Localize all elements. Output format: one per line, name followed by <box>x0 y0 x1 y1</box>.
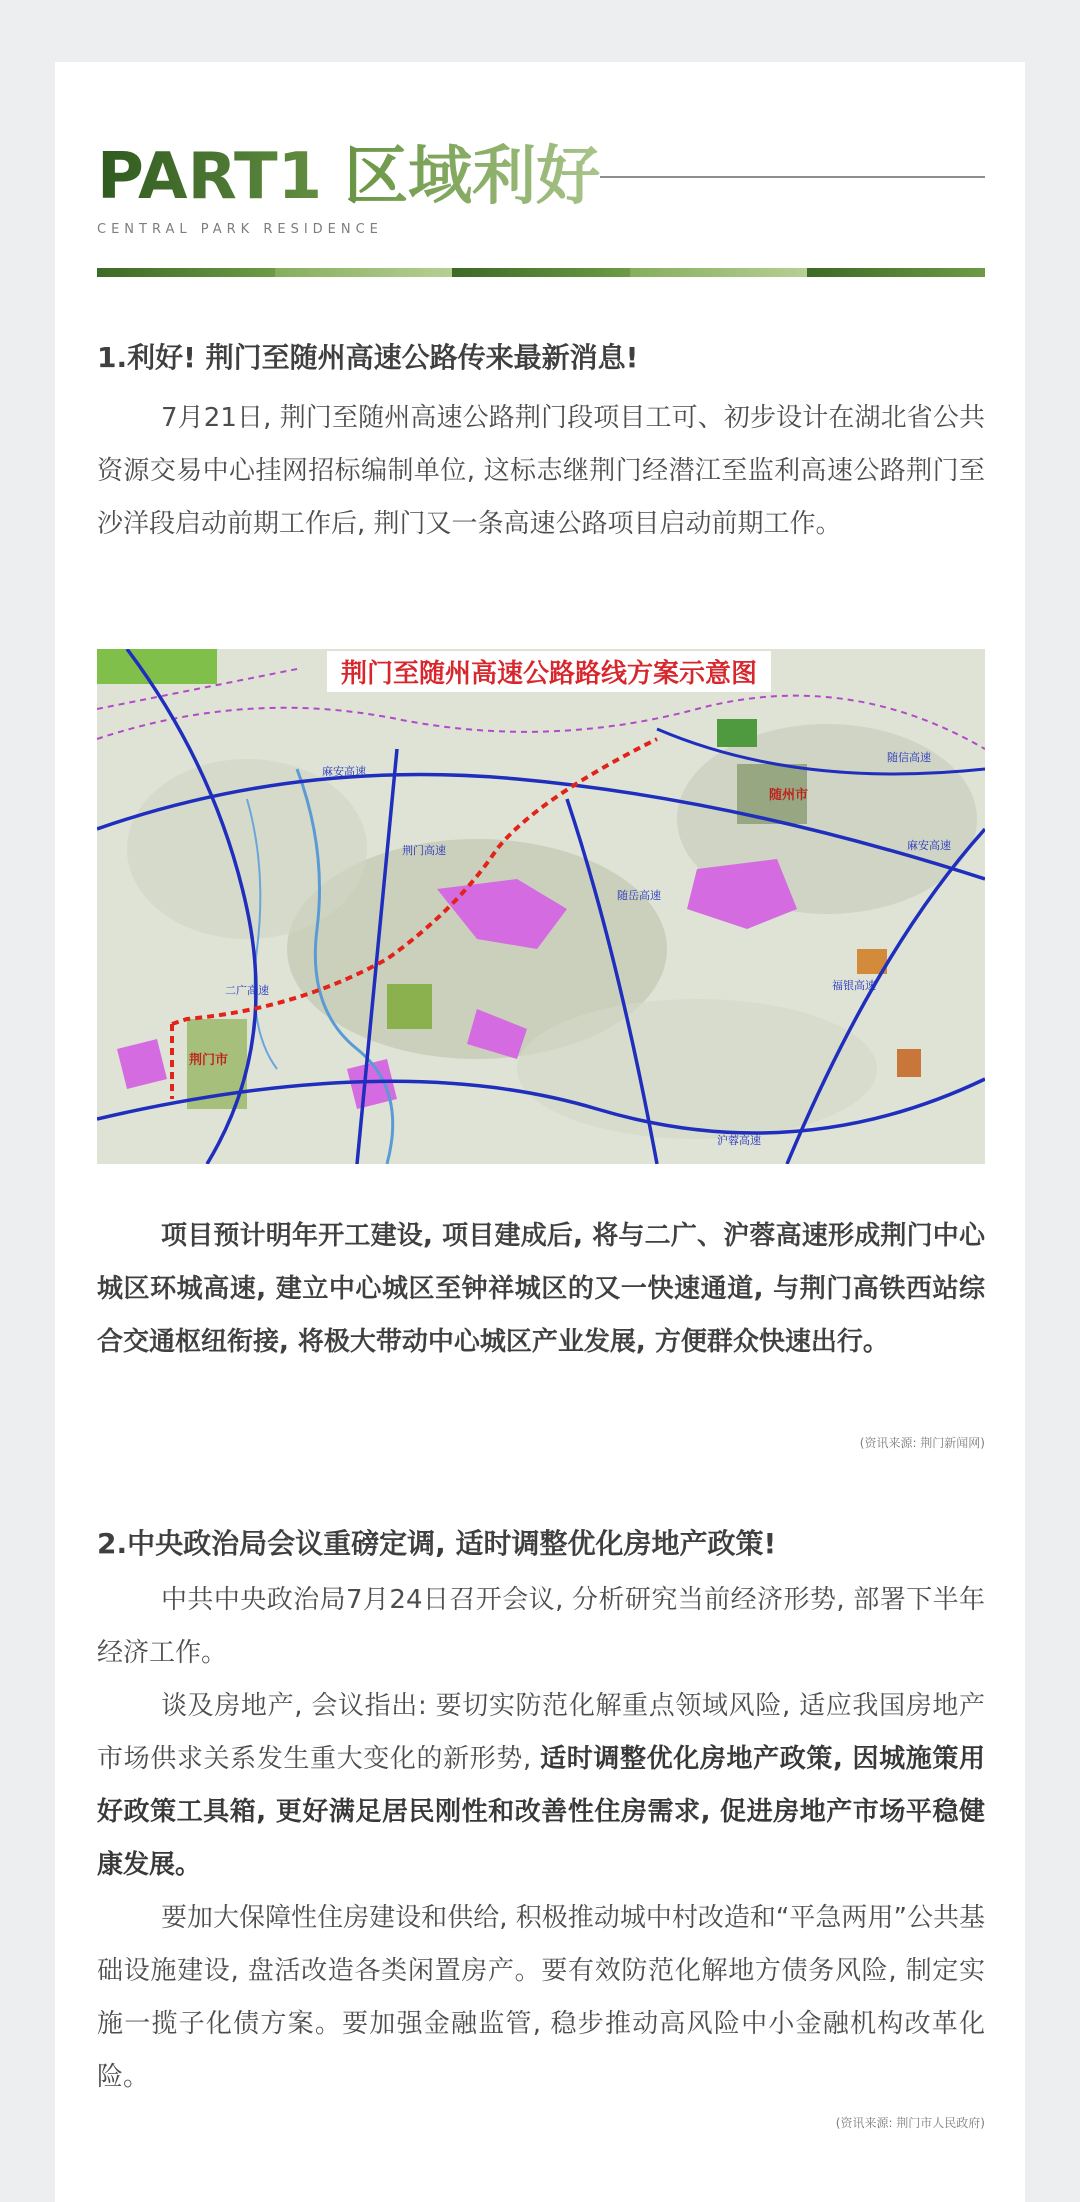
section2-source: (资讯来源: 荆门市人民政府) <box>835 2116 985 2130</box>
route-map-graphic <box>97 649 985 1164</box>
part-heading: 区域利好 <box>344 140 601 214</box>
map-label-erguang: 二广高速 <box>225 984 269 997</box>
part-subtitle: CENTRAL PARK RESIDENCE <box>97 222 383 237</box>
section1-paragraph-2: 项目预计明年开工建设, 项目建成后, 将与二广、沪蓉高速形成荆门中心城区环城高速, 建立中心城区至钟祥城区的又一快速通道, 与荆门高铁西站综合交通枢纽衔接, 将极大带动中心城区产业发展, 方便群众快速出行。 <box>97 1221 985 1357</box>
map-label-suizhou: 随州市 <box>769 788 809 803</box>
section2-paragraph-2 <box>97 1680 985 1892</box>
map-label-jingmen-city: 荆门市 <box>189 1053 229 1068</box>
map-title: 荆门至随州高速公路路线方案示意图 <box>327 651 771 692</box>
map-label-hurong: 沪蓉高速 <box>717 1134 761 1147</box>
map-label-fuyin: 福银高速 <box>832 979 876 992</box>
section2-paragraph-2-plain: 谈及房地产, 会议指出: 要切实防范化解重点领域风险, 适应我国房地产市场供求关系发生重大变化的新形势, <box>97 1691 985 1774</box>
route-map <box>97 649 985 1164</box>
article-card <box>55 62 1025 2202</box>
part-label: PART1 <box>97 140 323 214</box>
map-label-jingmen: 荆门高速 <box>402 844 446 857</box>
decorative-band <box>97 268 985 277</box>
section2-heading: 2.中央政治局会议重磅定调, 适时调整优化房地产政策! <box>97 1527 777 1560</box>
map-label-maan: 麻安高速 <box>322 765 366 778</box>
map-label-maan-2: 麻安高速 <box>907 839 951 852</box>
title-divider <box>600 176 985 178</box>
section1-paragraph-1: 7月21日, 荆门至随州高速公路荆门段项目工可、初步设计在湖北省公共资源交易中心挂网招标编制单位, 这标志继荆门经潜江至监利高速公路荆门至沙洋段启动前期工作后, 荆门又一条高速公路项目启动前期工作。 <box>97 403 985 539</box>
section1-source: (资讯来源: 荆门新闻网) <box>859 1436 985 1450</box>
section2-paragraph-2-bold: 适时调整优化房地产政策, 因城施策用好政策工具箱, 更好满足居民刚性和改善性住房需求, 促进房地产市场平稳健康发展。 <box>97 1744 985 1880</box>
map-label-suixin: 随信高速 <box>887 751 931 764</box>
section2-paragraph-3: 要加大保障性住房建设和供给, 积极推动城中村改造和“平急两用”公共基础设施建设, 盘活改造各类闲置房产。要有效防范化解地方债务风险, 制定实施一揽子化债方案。要加强金融监管, 稳步推动高风险中小金融机构改革化险。 <box>97 1903 985 2092</box>
section2-paragraph-1: 中共中央政治局7月24日召开会议, 分析研究当前经济形势, 部署下半年经济工作。 <box>97 1585 985 1668</box>
map-label-suiyue: 随岳高速 <box>617 889 661 902</box>
section1-heading: 1.利好! 荆门至随州高速公路传来最新消息! <box>97 341 639 374</box>
part-title <box>97 142 600 212</box>
